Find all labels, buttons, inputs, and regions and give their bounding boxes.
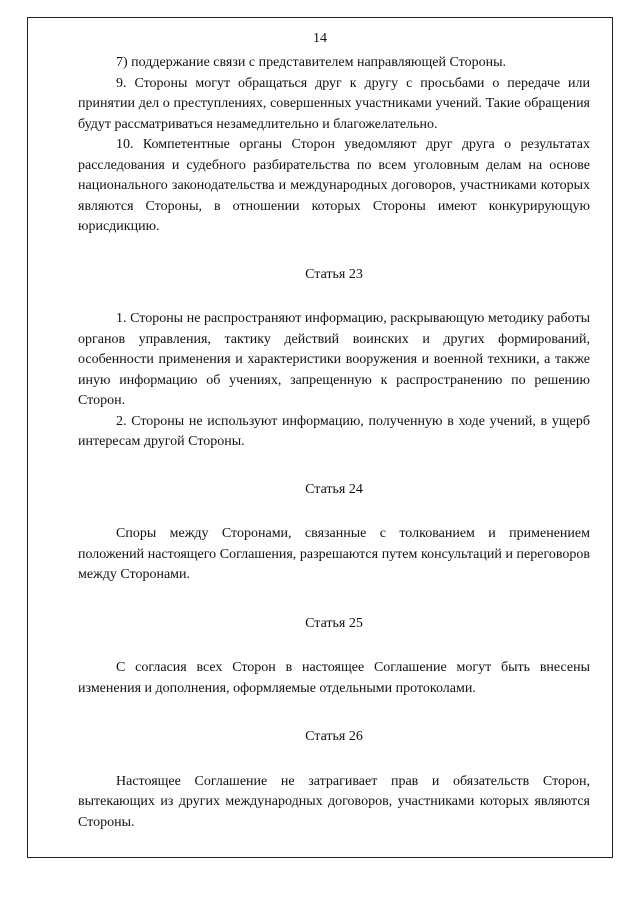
paragraph-7: 7) поддержание связи с представителем направляющей Стороны. xyxy=(116,55,506,70)
article-23-paragraph-1: 1. Стороны не распространяют информацию, раскрывающую методику работы органов управления, тактику действий воинских и других формирований, особенности применения и характеристики вооружения и военной техники, а также иную информацию об учениях, запрещенную к распространению по решению Сторон. xyxy=(78,311,590,408)
article-23-heading: Статья 23 xyxy=(305,266,363,282)
article-24-paragraph-1: Споры между Сторонами, связанные с толкованием и применением положений настоящего Соглашения, разрешаются путем консультаций и переговоров между Сторонами. xyxy=(78,526,590,582)
article-26-paragraph-1: Настоящее Соглашение не затрагивает прав и обязательств Сторон, вытекающих из других международных договоров, участниками которых являются Стороны. xyxy=(78,773,590,830)
page-number: 14 xyxy=(313,31,327,46)
article-26-heading: Статья 26 xyxy=(305,729,363,744)
document-body xyxy=(78,53,590,833)
article-25-heading: Статья 25 xyxy=(305,615,363,631)
paragraph-9: 9. Стороны могут обращаться друг к другу с просьбами о передаче или принятии дел о преступлениях, совершенных участниками учений. Такие обращения будут рассматриваться незамедлительно и благожелательно. xyxy=(78,75,590,132)
article-23-paragraph-2: 2. Стороны не используют информацию, полученную в ходе учений, в ущерб интересам другой Стороны. xyxy=(78,413,590,449)
paragraph-10: 10. Компетентные органы Сторон уведомляют друг друга о результатах расследования и судебного разбирательства по всем уголовным делам на основе национального законодательства и международных договоров, участниками которых являются Стороны, в отношении которых Стороны имеют конкурирующую юрисдикцию. xyxy=(78,137,590,234)
article-25-paragraph-1: С согласия всех Сторон в настоящее Соглашение могут быть внесены изменения и дополнения, оформляемые отдельными протоколами. xyxy=(78,660,590,696)
article-24-heading: Статья 24 xyxy=(305,481,363,497)
